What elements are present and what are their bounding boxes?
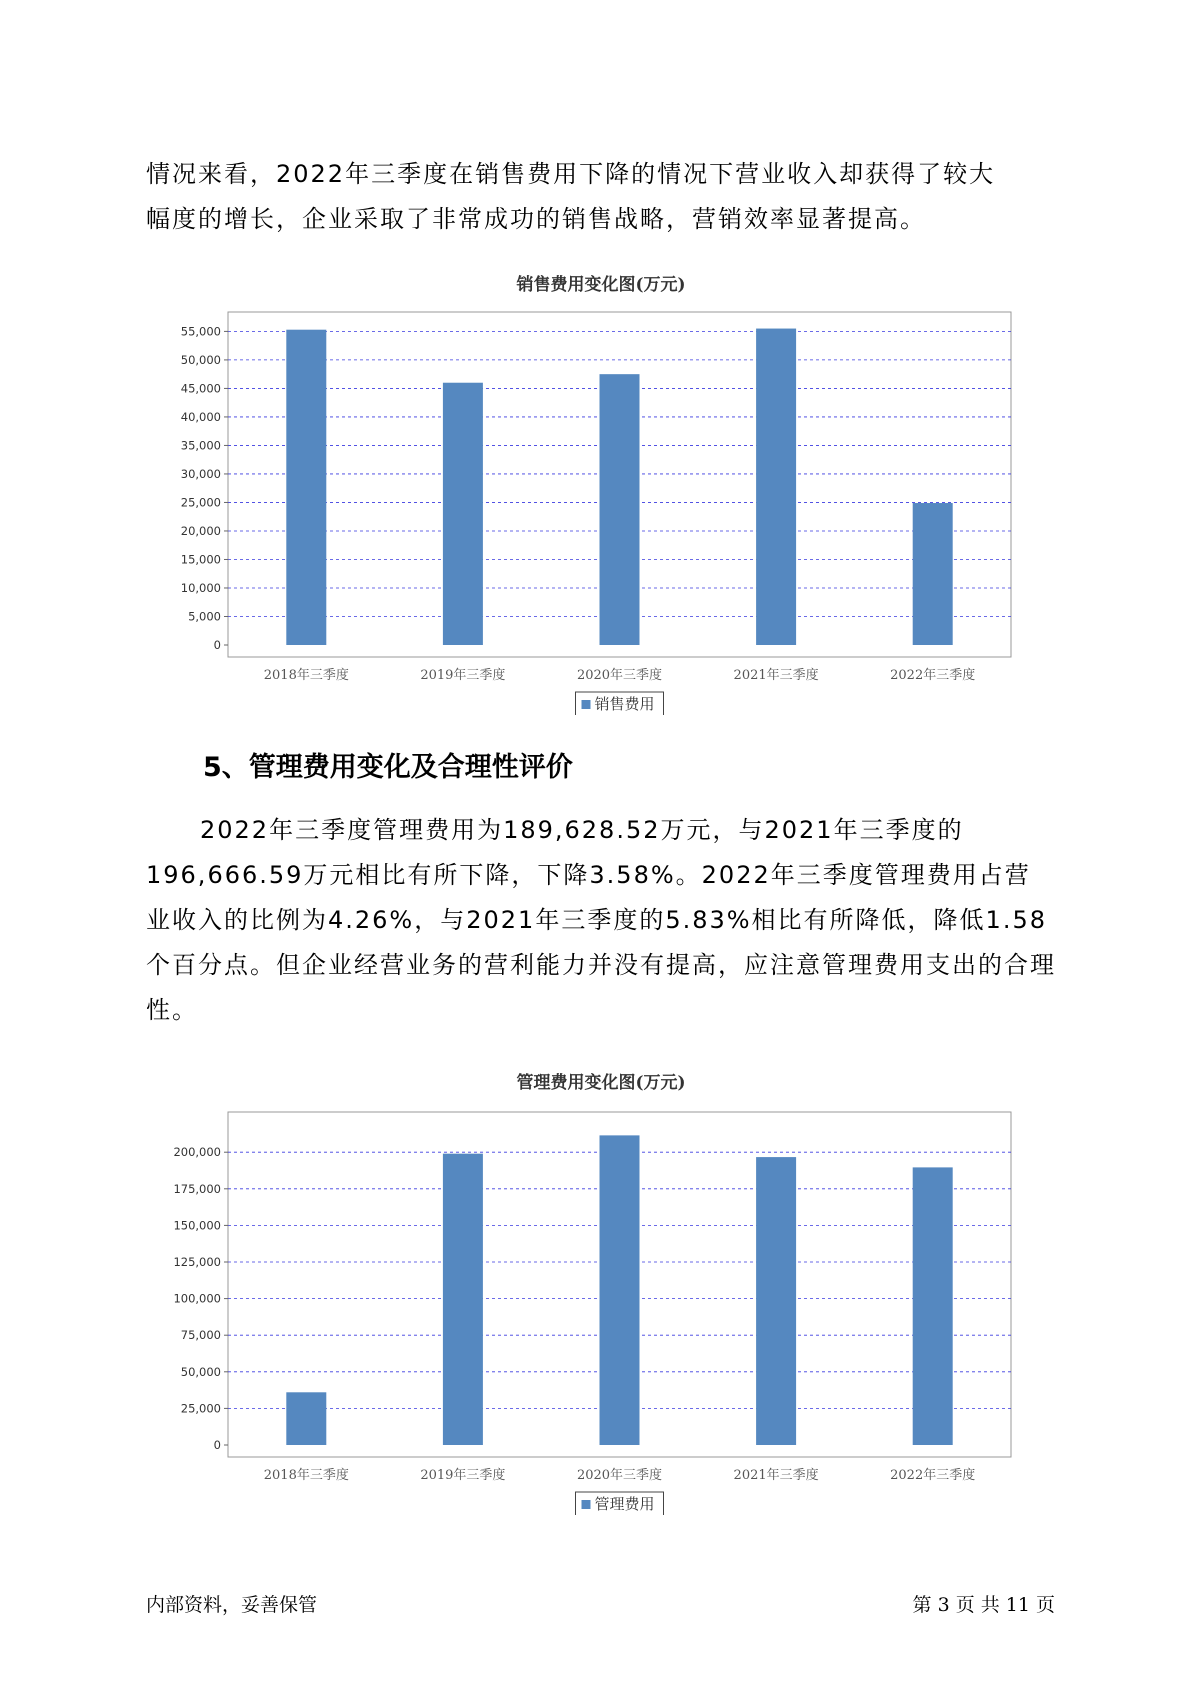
page-number: 第 3 页 共 11 页 bbox=[912, 1594, 1055, 1616]
y-tick-label: 200,000 bbox=[173, 1145, 221, 1160]
paragraph: 2022年三季度管理费用为189,628.52万元，与2021年三季度的196,666.59万元相比有所下降，下降3.58%。2022年三季度管理费用占营业收入的比例为4.26%，与2021年三季度的5.83%相比有所降低，降低1.58个百分点。但企业经营业务的营利能力并没有提高，应注意管理费用支出的合理性。 bbox=[146, 816, 1056, 1024]
x-tick-label: 2018年三季度 bbox=[263, 1468, 349, 1483]
bar bbox=[443, 1154, 483, 1445]
x-tick-label: 2022年三季度 bbox=[890, 668, 976, 683]
bar bbox=[756, 1157, 796, 1445]
y-tick-label: 10,000 bbox=[180, 580, 221, 595]
footer-left: 内部资料，妥善保管 bbox=[146, 1594, 318, 1616]
paragraph-line: 幅度的增长，企业采取了非常成功的销售战略，营销效率显著提高。 bbox=[146, 205, 926, 233]
y-tick-label: 20,000 bbox=[180, 523, 221, 538]
x-tick-label: 2018年三季度 bbox=[263, 668, 349, 683]
bar bbox=[286, 330, 326, 645]
bar bbox=[286, 1392, 326, 1445]
legend-swatch bbox=[582, 700, 591, 709]
legend-label: 销售费用 bbox=[594, 695, 655, 713]
y-tick-label: 55,000 bbox=[180, 324, 221, 339]
x-tick-label: 2019年三季度 bbox=[420, 1468, 506, 1483]
bar bbox=[600, 1135, 640, 1445]
legend-swatch bbox=[582, 1500, 591, 1509]
y-tick-label: 0 bbox=[213, 638, 221, 652]
legend-label: 管理费用 bbox=[594, 1495, 655, 1513]
y-tick-label: 150,000 bbox=[173, 1218, 221, 1233]
x-tick-label: 2019年三季度 bbox=[420, 668, 506, 683]
x-tick-label: 2021年三季度 bbox=[733, 1468, 819, 1483]
paragraph-line: 情况来看，2022年三季度在销售费用下降的情况下营业收入却获得了较大 bbox=[146, 160, 996, 188]
y-tick-label: 125,000 bbox=[173, 1255, 221, 1270]
y-tick-label: 40,000 bbox=[180, 409, 221, 424]
y-tick-label: 50,000 bbox=[180, 1364, 221, 1379]
bar bbox=[756, 329, 796, 645]
section-heading: 5、管理费用变化及合理性评价 bbox=[203, 752, 573, 783]
y-tick-label: 75,000 bbox=[180, 1328, 221, 1343]
bar bbox=[913, 1167, 953, 1445]
y-tick-label: 175,000 bbox=[173, 1181, 221, 1196]
y-tick-label: 100,000 bbox=[173, 1291, 221, 1306]
y-tick-label: 25,000 bbox=[180, 1401, 221, 1416]
bar bbox=[443, 383, 483, 645]
chart-svg bbox=[146, 1100, 1056, 1515]
y-tick-label: 5,000 bbox=[188, 609, 221, 624]
y-tick-label: 30,000 bbox=[180, 466, 221, 481]
y-tick-label: 25,000 bbox=[180, 495, 221, 510]
x-tick-label: 2021年三季度 bbox=[733, 668, 819, 683]
x-tick-label: 2020年三季度 bbox=[576, 668, 663, 683]
bar bbox=[913, 503, 953, 645]
y-tick-label: 15,000 bbox=[180, 552, 221, 567]
bar bbox=[600, 374, 640, 645]
x-tick-label: 2022年三季度 bbox=[890, 1468, 976, 1483]
y-tick-label: 0 bbox=[213, 1438, 221, 1452]
y-tick-label: 45,000 bbox=[180, 381, 221, 396]
y-tick-label: 50,000 bbox=[180, 352, 221, 367]
x-tick-label: 2020年三季度 bbox=[576, 1468, 663, 1483]
chart-svg bbox=[146, 300, 1056, 715]
admin-expense-chart bbox=[146, 1068, 1056, 1513]
chart-title: 销售费用变化图(万元) bbox=[516, 275, 686, 295]
sales-expense-chart bbox=[146, 270, 1056, 715]
chart-title: 管理费用变化图(万元) bbox=[516, 1073, 686, 1093]
y-tick-label: 35,000 bbox=[180, 438, 221, 453]
